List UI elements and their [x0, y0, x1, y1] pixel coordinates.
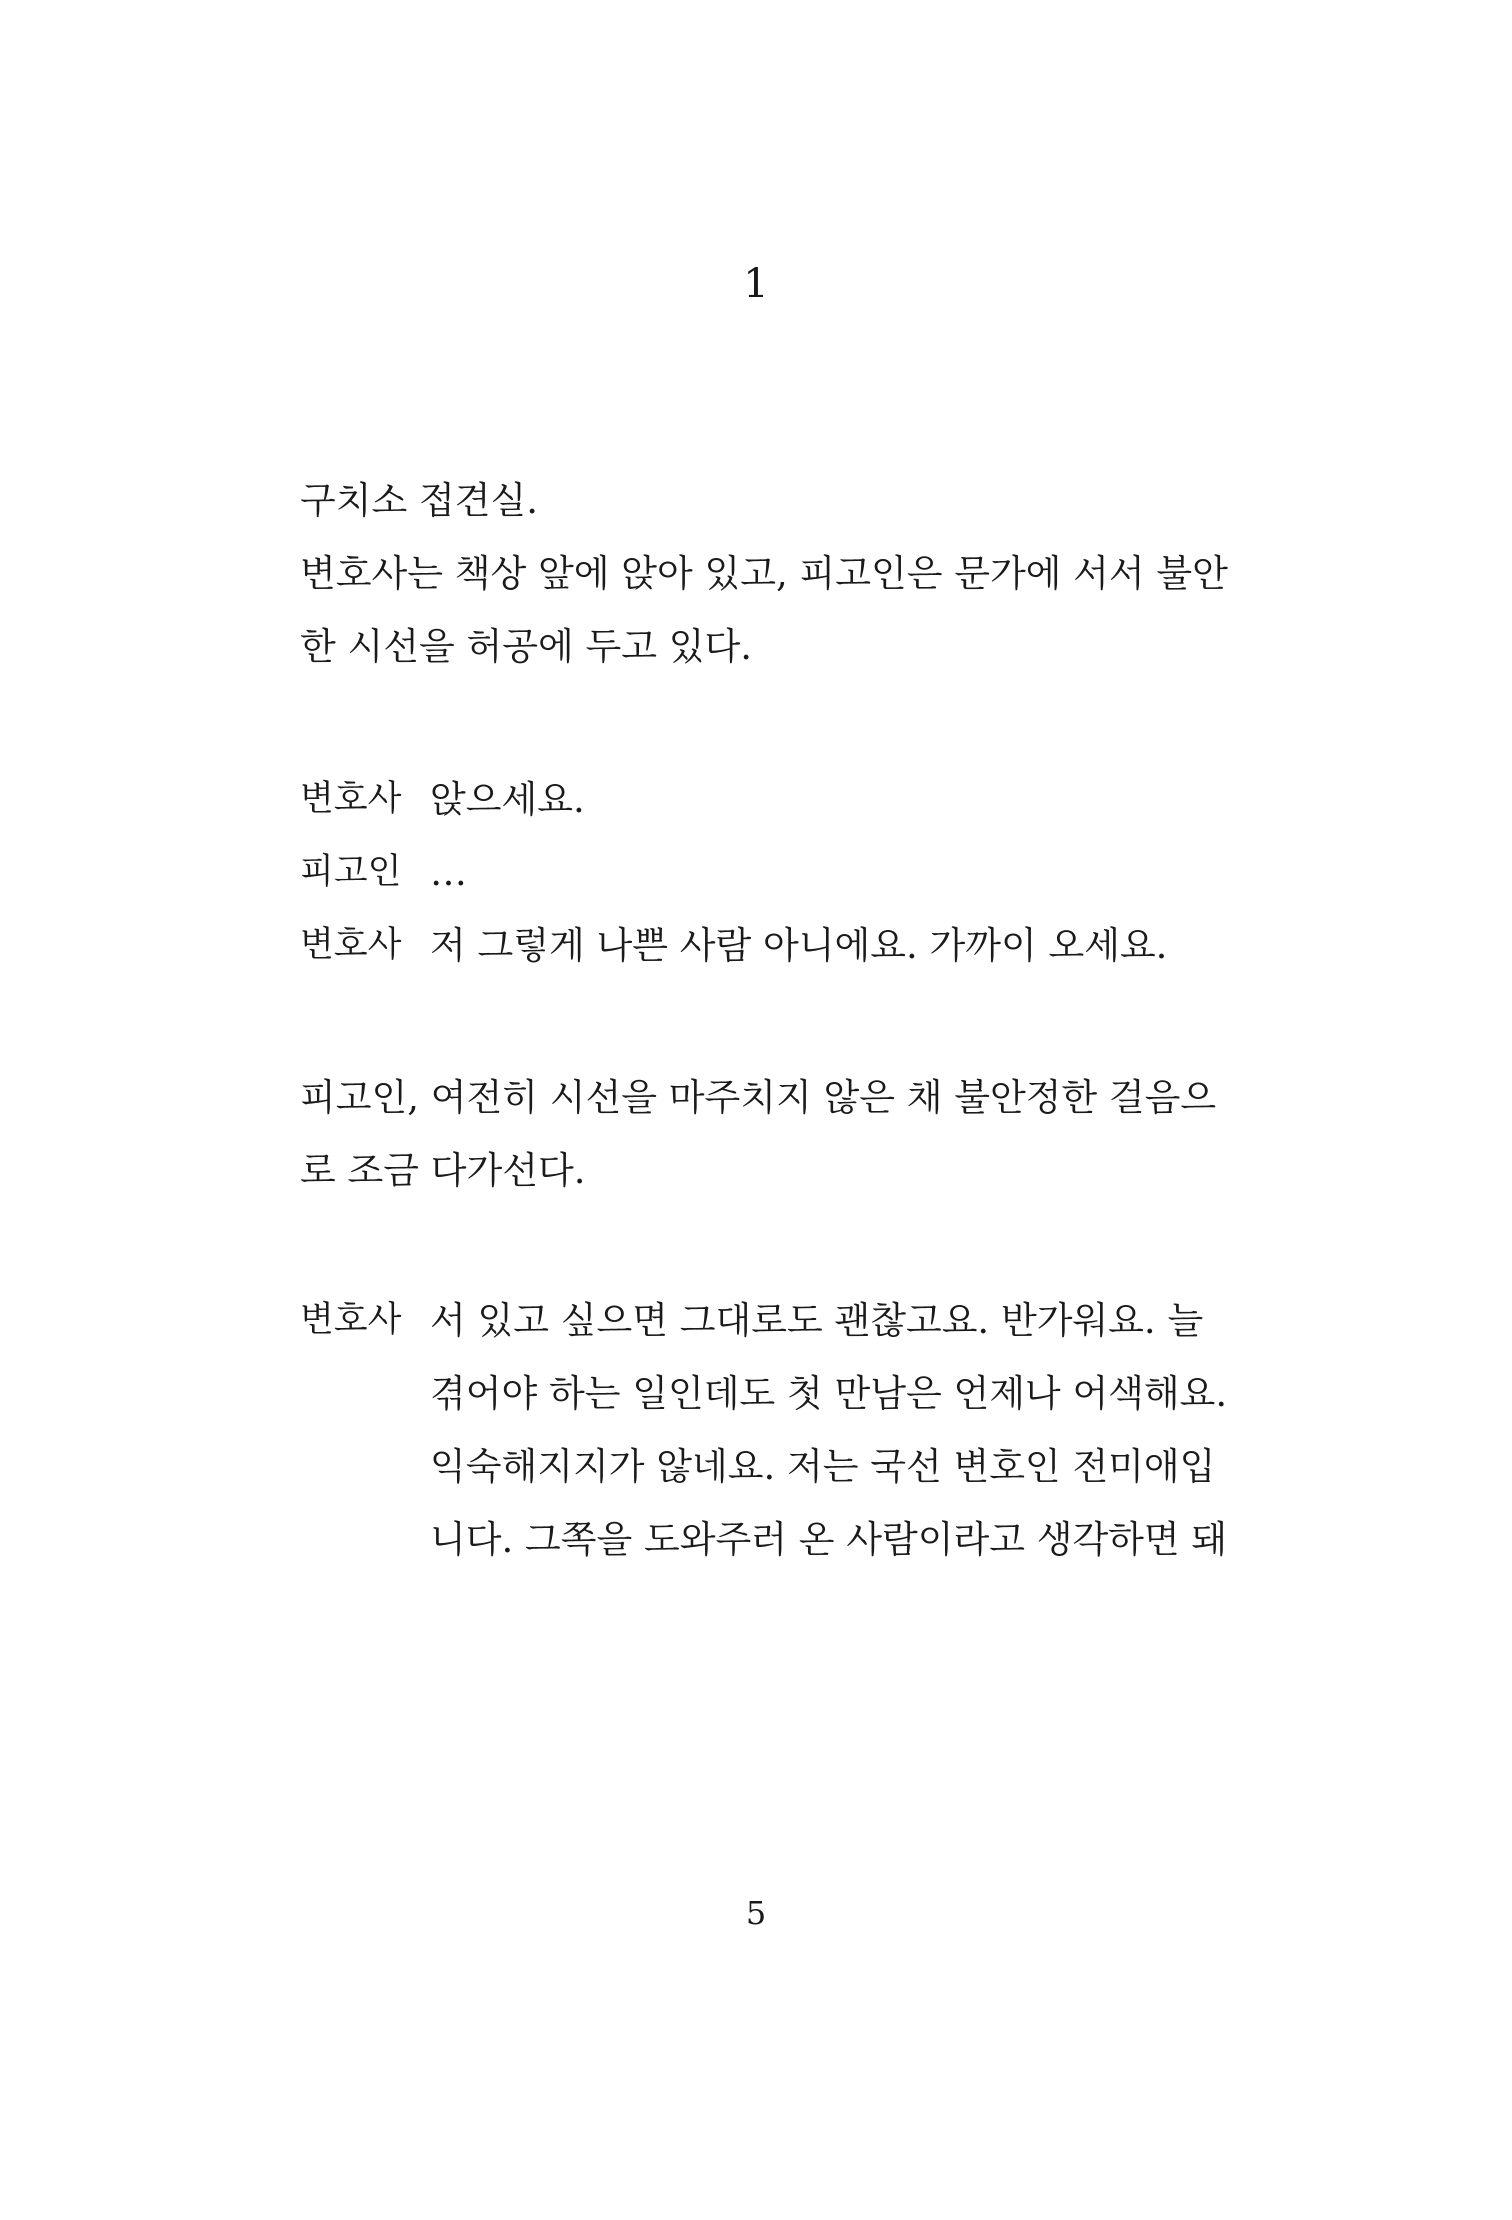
scene-number: 1	[743, 261, 769, 307]
direction-line: 로 조금 다가선다.	[300, 1149, 586, 1192]
dialogue-entry	[300, 836, 1240, 909]
dialogue-block-1	[300, 763, 1240, 982]
speech-line: 익숙해지지가 않네요. 저는 국선 변호인 전미애입	[430, 1445, 1216, 1488]
speech-line: 앉으세요.	[430, 778, 585, 821]
speech-line: 니다. 그쪽을 도와주러 온 사람이라고 생각하면 돼	[430, 1518, 1228, 1561]
direction-line: 피고인, 여전히 시선을 마주치지 않은 채 불안정한 걸음으	[300, 1076, 1217, 1119]
speech-text	[430, 909, 1240, 982]
speech-line: …	[430, 851, 467, 894]
speech-text	[430, 1284, 1240, 1576]
stage-direction-1	[300, 464, 1240, 683]
direction-line: 한 시선을 허공에 두고 있다.	[300, 625, 752, 668]
speaker-name: 변호사	[300, 925, 402, 965]
page-number: 5	[745, 1894, 767, 1932]
dialogue-entry	[300, 1284, 1240, 1576]
speech-text	[430, 763, 1240, 836]
direction-line: 구치소 접견실.	[300, 479, 538, 522]
stage-direction-2	[300, 1061, 1240, 1207]
dialogue-entry	[300, 909, 1240, 982]
speech-line: 저 그렇게 나쁜 사람 아니에요. 가까이 오세요.	[430, 924, 1168, 967]
speech-line: 겪어야 하는 일인데도 첫 만남은 언제나 어색해요.	[430, 1372, 1228, 1415]
dialogue-entry	[300, 763, 1240, 836]
speech-text	[430, 836, 1240, 909]
dialogue-block-2	[300, 1284, 1240, 1576]
speaker-name: 피고인	[300, 852, 402, 892]
direction-line: 변호사는 책상 앞에 앉아 있고, 피고인은 문가에 서서 불안	[300, 552, 1228, 595]
speech-line: 서 있고 싶으면 그대로도 괜찮고요. 반가워요. 늘	[430, 1299, 1204, 1342]
speaker-name: 변호사	[300, 779, 402, 819]
speaker-name: 변호사	[300, 1300, 402, 1340]
